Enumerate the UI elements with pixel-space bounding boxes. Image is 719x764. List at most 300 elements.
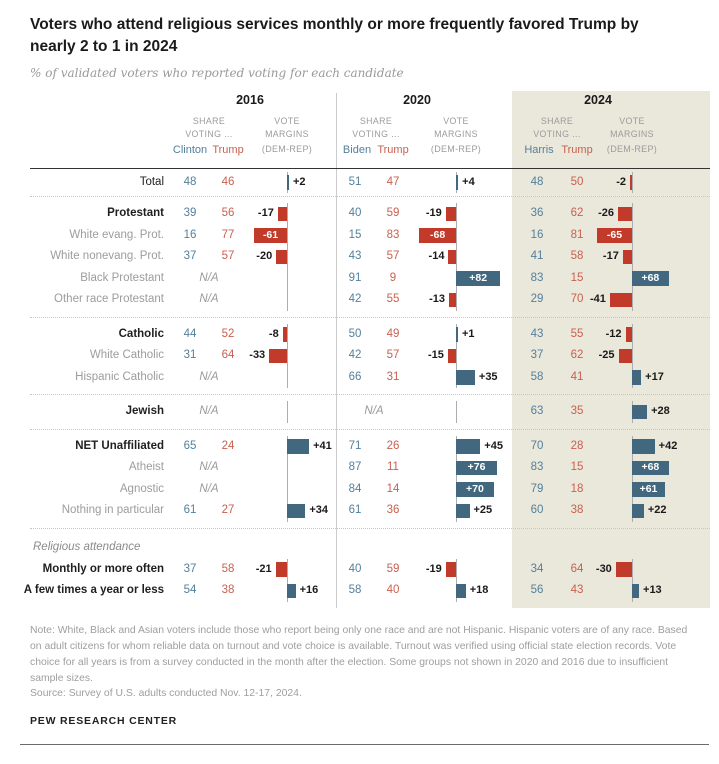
rep-share: 55 (570, 327, 584, 340)
dem-share: 60 (530, 504, 544, 517)
section-block (0, 430, 719, 528)
rep-candidate-2024: Trump (561, 143, 593, 156)
rep-share: 62 (570, 349, 584, 362)
dem-share: 37 (183, 250, 197, 263)
zero-axis-line (632, 324, 633, 346)
zero-axis-line (287, 457, 288, 479)
margin-label: -19 (425, 562, 442, 575)
dem-candidate-2016: Clinton (172, 143, 208, 156)
margin-label: -2 (616, 175, 626, 188)
rep-share: 35 (570, 405, 584, 418)
margin-cell (250, 559, 336, 581)
dem-share: 37 (530, 349, 544, 362)
section-block (0, 169, 719, 197)
row-label: Total (139, 175, 164, 188)
margin-bar (610, 293, 632, 308)
table-row (0, 203, 719, 225)
share-header-line2: VOTING ... (533, 128, 581, 139)
dem-share: 70 (530, 439, 544, 452)
dem-share: 39 (183, 207, 197, 220)
margin-cell (419, 457, 505, 479)
table-row (0, 580, 719, 602)
dem-candidate-2020: Biden (342, 143, 372, 156)
row-label: Black Protestant (80, 271, 164, 284)
rep-share: 38 (221, 584, 235, 597)
margin-label: -14 (428, 250, 445, 263)
margin-header-line2: MARGINS (434, 128, 478, 139)
margin-label: -41 (589, 293, 606, 306)
margin-label: -17 (257, 207, 274, 220)
margin-cell (250, 479, 336, 501)
table-row (0, 324, 719, 346)
margin-label: -21 (255, 562, 272, 575)
margin-cell (595, 436, 681, 458)
margin-label: +61 (639, 482, 658, 495)
rep-share: 57 (386, 349, 400, 362)
source-text: Source: Survey of U.S. adults conducted Nov. 12-17, 2024. (30, 688, 302, 700)
margin-cell (419, 345, 505, 367)
rep-share: 55 (386, 293, 400, 306)
rep-share: 15 (570, 461, 584, 474)
table-row (0, 268, 719, 290)
row-label: White evang. Prot. (69, 228, 164, 241)
na-value: N/A (199, 271, 219, 284)
rep-share: 36 (386, 504, 400, 517)
rep-share: 27 (221, 504, 235, 517)
row-label: White nonevang. Prot. (50, 250, 164, 263)
dem-share: 87 (348, 461, 362, 474)
rep-share: 31 (386, 370, 400, 383)
dem-share: 51 (348, 175, 362, 188)
margin-label: +45 (484, 439, 503, 452)
margin-bar (276, 562, 287, 577)
na-value: N/A (199, 405, 219, 418)
demrep-label-2024: (DEM-REP) (606, 143, 658, 154)
margin-cell (250, 203, 336, 225)
margin-label: +68 (641, 461, 660, 474)
margin-label: -30 (595, 562, 612, 575)
dem-share: 41 (530, 250, 544, 263)
margin-cell (250, 580, 336, 602)
dem-share: 42 (348, 293, 362, 306)
zero-axis-line (632, 203, 633, 225)
zero-axis-line (456, 401, 457, 423)
margin-label: +82 (469, 271, 488, 284)
margin-label: +35 (478, 370, 498, 383)
margin-header-line1: VOTE (274, 115, 300, 126)
margin-cell (419, 580, 505, 602)
margin-label: +22 (647, 504, 667, 517)
rep-share: 38 (570, 504, 584, 517)
margin-bar (287, 504, 305, 519)
rep-share: 43 (570, 584, 584, 597)
year-label-2016: 2016 (236, 92, 264, 107)
rep-share: 59 (386, 562, 400, 575)
margin-label: +41 (313, 439, 332, 452)
row-label: Catholic (118, 327, 164, 340)
table-row (0, 479, 719, 501)
dem-share: 40 (348, 562, 362, 575)
rep-share: 57 (221, 250, 235, 263)
table-row (0, 500, 719, 522)
zero-axis-line (632, 559, 633, 581)
rep-share: 41 (570, 370, 584, 383)
zero-axis-line (287, 289, 288, 311)
margin-bar (456, 584, 466, 599)
margin-cell (595, 324, 681, 346)
margin-cell (595, 479, 681, 501)
margin-bar (269, 349, 287, 364)
margin-label: +1 (462, 327, 475, 340)
rep-share: 18 (570, 482, 584, 495)
table-row (0, 225, 719, 247)
share-voting-header-2020 (331, 115, 421, 141)
zero-axis-line (287, 559, 288, 581)
dem-share: 36 (530, 207, 544, 220)
margin-cell (595, 246, 681, 268)
zero-axis-line (287, 345, 288, 367)
zero-axis-line (287, 479, 288, 501)
margin-bar (616, 562, 632, 577)
margin-label: +4 (462, 175, 475, 188)
margin-label: -25 (598, 349, 615, 362)
margin-bar (446, 207, 456, 222)
margin-label: -68 (430, 228, 446, 241)
zero-axis-line (456, 345, 457, 367)
zero-axis-line (287, 268, 288, 290)
margin-cell (250, 436, 336, 458)
rep-share: 58 (570, 250, 584, 263)
margin-label: -8 (268, 327, 279, 340)
margin-cell (250, 225, 336, 247)
margin-label: +42 (658, 439, 678, 452)
margin-bar (632, 370, 641, 385)
margin-bar (446, 562, 456, 577)
table-row (0, 289, 719, 311)
rep-share: 11 (387, 461, 399, 474)
zero-axis-line (287, 324, 288, 346)
margin-cell (250, 324, 336, 346)
table-row (0, 345, 719, 367)
margin-label: -15 (428, 349, 444, 362)
share-header-line1: SHARE (192, 115, 226, 126)
dem-share: 63 (530, 405, 544, 418)
share-header-line2: VOTING ... (185, 128, 233, 139)
column-headers (0, 91, 719, 168)
margin-cell (595, 268, 681, 290)
margin-bar (276, 250, 287, 265)
margin-cell (419, 436, 505, 458)
margin-cell (250, 401, 336, 423)
share-voting-header-2016 (164, 115, 254, 141)
dem-share: 56 (530, 584, 544, 597)
row-label: White Catholic (89, 349, 164, 362)
share-header-line1: SHARE (540, 115, 574, 126)
margin-cell (419, 367, 505, 389)
margin-label: +70 (465, 482, 484, 495)
rep-share: 83 (386, 228, 400, 241)
margin-cell (419, 500, 505, 522)
margin-bar (619, 349, 633, 364)
rep-share: 58 (221, 562, 235, 575)
rep-share: 62 (570, 207, 584, 220)
section-header: Religious attendance (33, 540, 141, 553)
zero-axis-line (287, 367, 288, 389)
dem-share: 79 (530, 482, 544, 495)
chart-area (0, 91, 719, 608)
margin-label: -13 (429, 293, 445, 306)
margin-header-line1: VOTE (443, 115, 469, 126)
zero-axis-line (632, 246, 633, 268)
vote-margins-header-2024 (589, 115, 675, 141)
dem-share: 48 (530, 175, 544, 188)
dem-share: 29 (530, 293, 544, 306)
margin-cell (595, 401, 681, 423)
section-block (0, 529, 719, 608)
rep-share: 14 (386, 482, 400, 495)
rep-share: 9 (389, 271, 397, 284)
margin-bar (456, 370, 475, 385)
row-label: Atheist (128, 461, 164, 474)
zero-axis-line (632, 172, 633, 194)
margin-cell (419, 401, 505, 423)
rep-share: 77 (221, 228, 235, 241)
margin-bar (449, 293, 456, 308)
margin-cell (419, 172, 505, 194)
margin-label: -20 (256, 250, 273, 263)
margin-cell (419, 479, 505, 501)
zero-axis-line (287, 203, 288, 225)
margin-label: +25 (473, 504, 493, 517)
rep-share: 70 (570, 293, 584, 306)
margin-bar (456, 327, 458, 342)
dem-candidate-2024: Harris (524, 143, 554, 156)
margin-label: +28 (651, 405, 670, 418)
margin-bar (632, 584, 639, 599)
margin-label: -33 (249, 349, 266, 362)
rep-share: 46 (221, 175, 235, 188)
dem-share: 58 (348, 584, 362, 597)
margin-cell (589, 289, 681, 311)
row-label: Agnostic (119, 482, 164, 495)
rep-share: 24 (221, 439, 235, 452)
margin-cell (250, 172, 336, 194)
dem-share: 66 (348, 370, 362, 383)
margin-header-line2: MARGINS (610, 128, 654, 139)
chart-title: Voters who attend religious services monthly or more frequently favored Trump by nearly 2 to 1 in 2024 (30, 16, 639, 56)
margin-cell (595, 580, 681, 602)
na-value: N/A (199, 482, 219, 495)
table-row (0, 436, 719, 458)
margin-bar (283, 327, 287, 342)
zero-axis-line (456, 225, 457, 247)
margin-cell (250, 289, 336, 311)
rep-share: 50 (570, 175, 584, 188)
dem-share: 91 (348, 271, 362, 284)
row-label: Monthly or more often (42, 562, 164, 575)
zero-axis-line (632, 345, 633, 367)
dem-share: 84 (348, 482, 362, 495)
table-body (0, 169, 719, 608)
section-block (0, 395, 719, 429)
share-header-line1: SHARE (359, 115, 393, 126)
row-label: NET Unaffiliated (75, 439, 164, 452)
demrep-label-2016: (DEM-REP) (261, 143, 313, 154)
row-label: Hispanic Catholic (75, 370, 164, 383)
margin-label: -65 (606, 228, 623, 241)
margin-label: +17 (645, 370, 664, 383)
margin-cell (250, 268, 336, 290)
table-row (0, 367, 719, 389)
dem-share: 58 (530, 370, 544, 383)
margin-bar (632, 439, 655, 454)
margin-cell (419, 289, 505, 311)
na-value: N/A (199, 461, 219, 474)
margin-label: +18 (469, 584, 489, 597)
rep-share: 64 (221, 349, 235, 362)
rep-share: 15 (570, 271, 584, 284)
margin-cell (419, 268, 505, 290)
margin-bar (456, 439, 480, 454)
zero-axis-line (287, 246, 288, 268)
dem-share: 44 (183, 327, 197, 340)
dem-share: 34 (530, 562, 544, 575)
margin-cell (419, 203, 505, 225)
margin-bar (287, 439, 309, 454)
margin-bar (456, 504, 470, 519)
zero-axis-line (632, 289, 633, 311)
margin-cell (595, 500, 681, 522)
margin-cell (595, 367, 681, 389)
dem-share: 71 (348, 439, 362, 452)
year-label-2020: 2020 (403, 92, 431, 107)
section-block (0, 318, 719, 395)
dem-share: 61 (183, 504, 197, 517)
dem-share: 16 (530, 228, 544, 241)
margin-cell (595, 225, 681, 247)
vote-margins-header-2020 (413, 115, 499, 141)
margin-bar (632, 504, 644, 519)
margin-bar (623, 250, 632, 265)
margin-cell (595, 559, 681, 581)
rep-candidate-2020: Trump (377, 143, 409, 156)
zero-axis-line (456, 289, 457, 311)
rep-share: 26 (386, 439, 400, 452)
margin-cell (250, 345, 336, 367)
margin-label: +68 (641, 271, 660, 284)
row-label: A few times a year or less (23, 584, 164, 597)
margin-cell (419, 225, 505, 247)
dem-share: 43 (348, 250, 362, 263)
margin-bar (630, 175, 632, 190)
share-header-line2: VOTING ... (352, 128, 400, 139)
margin-cell (250, 500, 336, 522)
margin-cell (250, 367, 336, 389)
rep-share: 49 (386, 327, 400, 340)
margin-label: +13 (643, 584, 662, 597)
vote-margins-header-2016 (244, 115, 330, 141)
margin-label: -19 (425, 207, 442, 220)
rep-share: 57 (386, 250, 400, 263)
margin-label: -12 (605, 327, 622, 340)
row-label: Jewish (125, 405, 164, 418)
rep-share: 59 (386, 207, 400, 220)
margin-header-line2: MARGINS (265, 128, 309, 139)
na-value: N/A (199, 370, 219, 383)
margin-cell (595, 203, 681, 225)
dem-share: 83 (530, 461, 544, 474)
dem-share: 83 (530, 271, 544, 284)
margin-cell (595, 345, 681, 367)
margin-cell (595, 457, 681, 479)
brand-label: PEW RESEARCH CENTER (30, 715, 178, 728)
margin-bar (287, 175, 289, 190)
table-row (0, 172, 719, 194)
na-value: N/A (364, 405, 384, 418)
dem-share: 42 (348, 349, 362, 362)
margin-bar (448, 250, 456, 265)
dem-share: 50 (348, 327, 362, 340)
rep-share: 40 (386, 584, 400, 597)
margin-bar (632, 405, 647, 420)
dem-share: 31 (183, 349, 197, 362)
margin-bar (626, 327, 632, 342)
demrep-label-2020: (DEM-REP) (430, 143, 482, 154)
margin-label: +2 (293, 175, 306, 188)
row-label: Nothing in particular (61, 504, 164, 517)
dem-share: 16 (183, 228, 197, 241)
dem-share: 37 (183, 562, 197, 575)
rep-candidate-2016: Trump (212, 143, 244, 156)
zero-axis-line (456, 203, 457, 225)
row-label: Other race Protestant (54, 293, 164, 306)
note-text: Note: White, Black and Asian voters include those who report being only one race and are not Hispanic. Hispanic voters are of any race. Based on adult citizens for whom reliable data on turnout and vote choice is available. Turnout was verified using official state election records. Vote choice for all years is from a survey conducted in the month after the election. Some groups not shown in 2020 and 2016 due to insufficient sample sizes. (30, 624, 688, 685)
margin-label: +16 (299, 584, 319, 597)
margin-label: +76 (467, 461, 486, 474)
section-block (0, 197, 719, 317)
dem-share: 65 (183, 439, 197, 452)
rep-share: 52 (221, 327, 235, 340)
zero-axis-line (287, 225, 288, 247)
rep-share: 47 (386, 175, 400, 188)
margin-bar (448, 349, 456, 364)
margin-cell (250, 457, 336, 479)
zero-axis-line (456, 559, 457, 581)
na-value: N/A (199, 293, 219, 306)
margin-cell (419, 559, 505, 581)
margin-label: -17 (602, 250, 619, 263)
dem-share: 61 (348, 504, 362, 517)
margin-bar (287, 584, 296, 599)
dem-share: 40 (348, 207, 362, 220)
margin-cell (419, 324, 505, 346)
rep-share: 28 (570, 439, 584, 452)
zero-axis-line (287, 401, 288, 423)
chart-subtitle: % of validated voters who reported voting for each candidate (30, 65, 404, 80)
bottom-rule (20, 744, 709, 745)
margin-cell (419, 246, 505, 268)
table-row (0, 457, 719, 479)
rep-share: 64 (570, 562, 584, 575)
year-label-2024: 2024 (584, 92, 612, 107)
zero-axis-line (456, 246, 457, 268)
margin-header-line1: VOTE (619, 115, 645, 126)
dem-share: 43 (530, 327, 544, 340)
zero-axis-line (632, 225, 633, 247)
dem-share: 15 (348, 228, 362, 241)
dem-share: 48 (183, 175, 197, 188)
margin-label: +34 (309, 504, 329, 517)
